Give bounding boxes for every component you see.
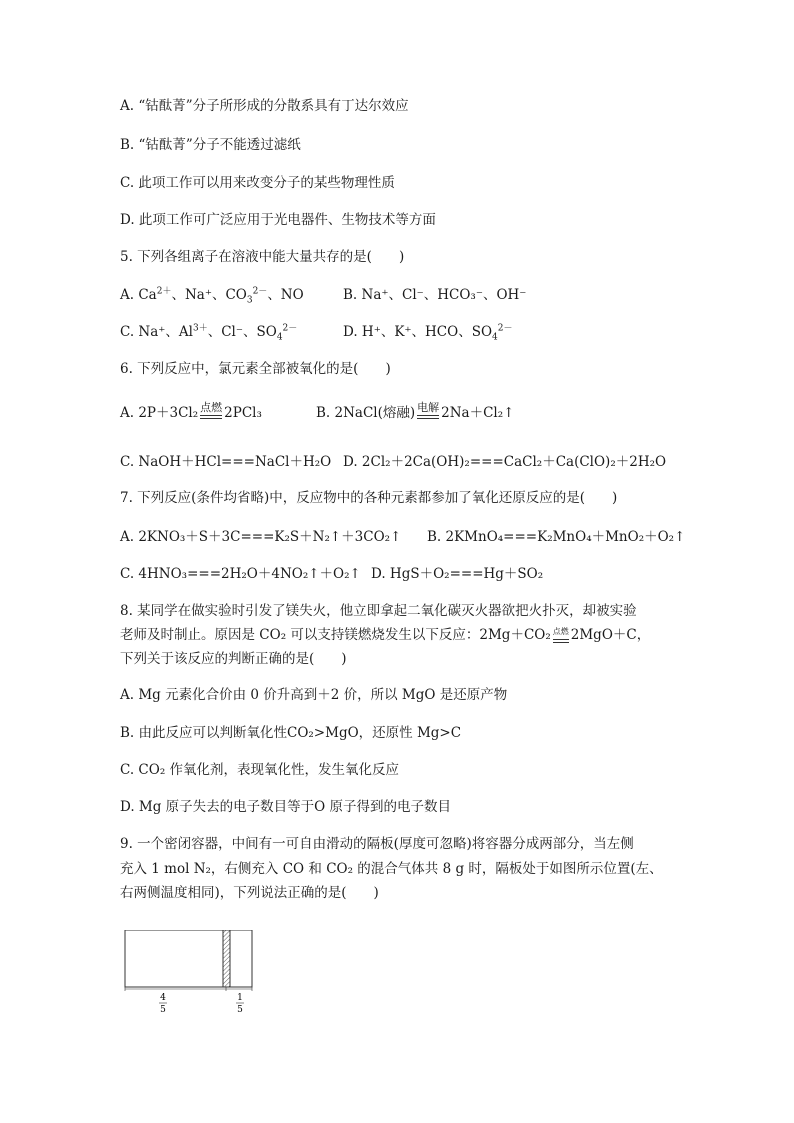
q5-option-c xyxy=(120,323,297,341)
q5-stem: 5. 下列各组离子在溶液中能大量共存的是( ) xyxy=(120,249,405,265)
q6-option-b xyxy=(316,401,515,425)
q7-option-a: A. 2KNO₃＋S＋3C===K₂S＋N₂↑＋3CO₂↑ xyxy=(120,529,402,545)
q7-option-b: B. 2KMnO₄===K₂MnO₄＋MnO₂＋O₂↑ xyxy=(427,529,686,545)
q9-stem-line2: 充入 1 mol N₂，右侧充入 CO 和 CO₂ 的混合气体共 8 g 时，隔板处于如图所示位置(左、 xyxy=(120,861,663,877)
q6-a-right: 2PCl₃ xyxy=(224,405,262,421)
q9-stem-line3: 右两侧温度相同)，下列说法正确的是( ) xyxy=(120,885,379,901)
q4-option-b: B. “钴酞菁”分子不能透过滤纸 xyxy=(120,137,301,153)
q8-stem-line2-right: 2MgO＋C， xyxy=(570,627,651,643)
q8-condition xyxy=(551,626,571,643)
q6-a-cond-text: 点燃 xyxy=(200,401,223,414)
q4-option-d: D. 此项工作可广泛应用于光电器件、生物技术等方面 xyxy=(120,212,436,228)
q5-d-so4-charge: 2－ xyxy=(497,323,513,334)
q8-option-b: B. 由此反应可以判断氧化性CO₂>MgO，还原性 Mg>C xyxy=(120,725,462,741)
q5-a-co3-charge: 2－ xyxy=(252,286,268,297)
q8-stem-line3: 下列关于该反应的判断正确的是( ) xyxy=(120,651,347,667)
q8-option-a: A. Mg 元素化合价由 0 价升高到＋2 价，所以 MgO 是还原产物 xyxy=(120,687,508,703)
q8-stem-line2-left: 老师及时制止。原因是 CO₂ 可以支持镁燃烧发生以下反应：2Mg＋CO₂ xyxy=(120,627,551,643)
q7-option-c: C. 4HNO₃===2H₂O＋4NO₂↑＋O₂↑ xyxy=(120,566,361,582)
q7-option-d: D. HgS＋O₂===Hg＋SO₂ xyxy=(371,566,544,582)
q6-b-left: B. 2NaCl(熔融) xyxy=(316,405,416,421)
container-box xyxy=(125,930,252,987)
q6-b-right: 2Na＋Cl₂↑ xyxy=(441,405,515,421)
q5-c-al-charge: 3＋ xyxy=(192,323,208,334)
equals-sign xyxy=(200,415,222,419)
left-fraction-numerator: 4 xyxy=(160,993,166,1003)
q5-c-rest: 、Cl⁻、SO xyxy=(207,324,277,340)
q6-b-condition xyxy=(415,402,441,419)
partition-plate xyxy=(223,930,230,987)
q5-a-ca-charge: 2＋ xyxy=(156,286,172,297)
container-diagram xyxy=(124,930,259,1020)
q5-option-b: B. Na⁺、Cl⁻、HCO₃⁻、OH⁻ xyxy=(343,287,527,303)
equals-sign xyxy=(553,639,569,643)
q6-b-cond-text: 电解 xyxy=(417,401,440,414)
q5-c-so4-charge: 2－ xyxy=(282,323,298,334)
q6-option-a xyxy=(120,401,262,425)
q8-option-d: D. Mg 原子失去的电子数目等于O 原子得到的电子数目 xyxy=(120,799,452,815)
q5-a-co3-sub: 3 xyxy=(246,295,253,306)
left-fraction-denominator: 5 xyxy=(160,1005,166,1015)
q8-cond-text: 点燃 xyxy=(552,627,569,636)
equals-sign xyxy=(417,415,439,419)
q9-stem-line1: 9. 一个密闭容器，中间有一可自由滑动的隔板(厚度可忽略)将容器分成两部分，当左侧 xyxy=(120,836,634,852)
q6-stem: 6. 下列反应中，氯元素全部被氧化的是( ) xyxy=(120,361,391,377)
q5-a-prefix: A. Ca xyxy=(120,287,157,303)
q5-c-so4-sub: 4 xyxy=(276,332,283,343)
q6-option-c: C. NaOH＋HCl===NaCl＋H₂O xyxy=(120,454,332,470)
q8-stem-line2 xyxy=(120,626,650,648)
q5-option-d xyxy=(343,323,513,341)
q7-stem: 7. 下列反应(条件均省略)中，反应物中的各种元素都参加了氧化还原反应的是( ) xyxy=(120,490,618,506)
q8-option-c: C. CO₂ 作氧化剂，表现氧化性，发生氧化反应 xyxy=(120,762,400,778)
right-fraction-denominator: 5 xyxy=(237,1005,243,1015)
q6-a-left: A. 2P＋3Cl₂ xyxy=(120,405,199,421)
q4-option-a: A. “钴酞菁”分子所形成的分散系具有丁达尔效应 xyxy=(120,98,409,114)
q4-option-c: C. 此项工作可以用来改变分子的某些物理性质 xyxy=(120,175,395,191)
q8-stem-line1: 8. 某同学在做实验时引发了镁失火，他立即拿起二氧化碳灭火器欲把火扑灭，却被实验 xyxy=(120,603,637,619)
q6-option-d: D. 2Cl₂＋2Ca(OH)₂===CaCl₂＋Ca(ClO)₂＋2H₂O xyxy=(343,454,667,470)
q5-c-prefix: C. Na⁺、Al xyxy=(120,324,193,340)
q5-a-rest: 、Na⁺、CO xyxy=(171,287,247,303)
q5-d-so4-sub: 4 xyxy=(492,332,498,343)
q5-d-prefix: D. H⁺、K⁺、HCO、SO xyxy=(343,324,493,340)
q5-option-a xyxy=(120,286,304,304)
q6-a-condition xyxy=(198,402,224,419)
right-fraction-numerator: 1 xyxy=(237,993,243,1003)
q5-a-tail: 、NO xyxy=(267,287,304,303)
